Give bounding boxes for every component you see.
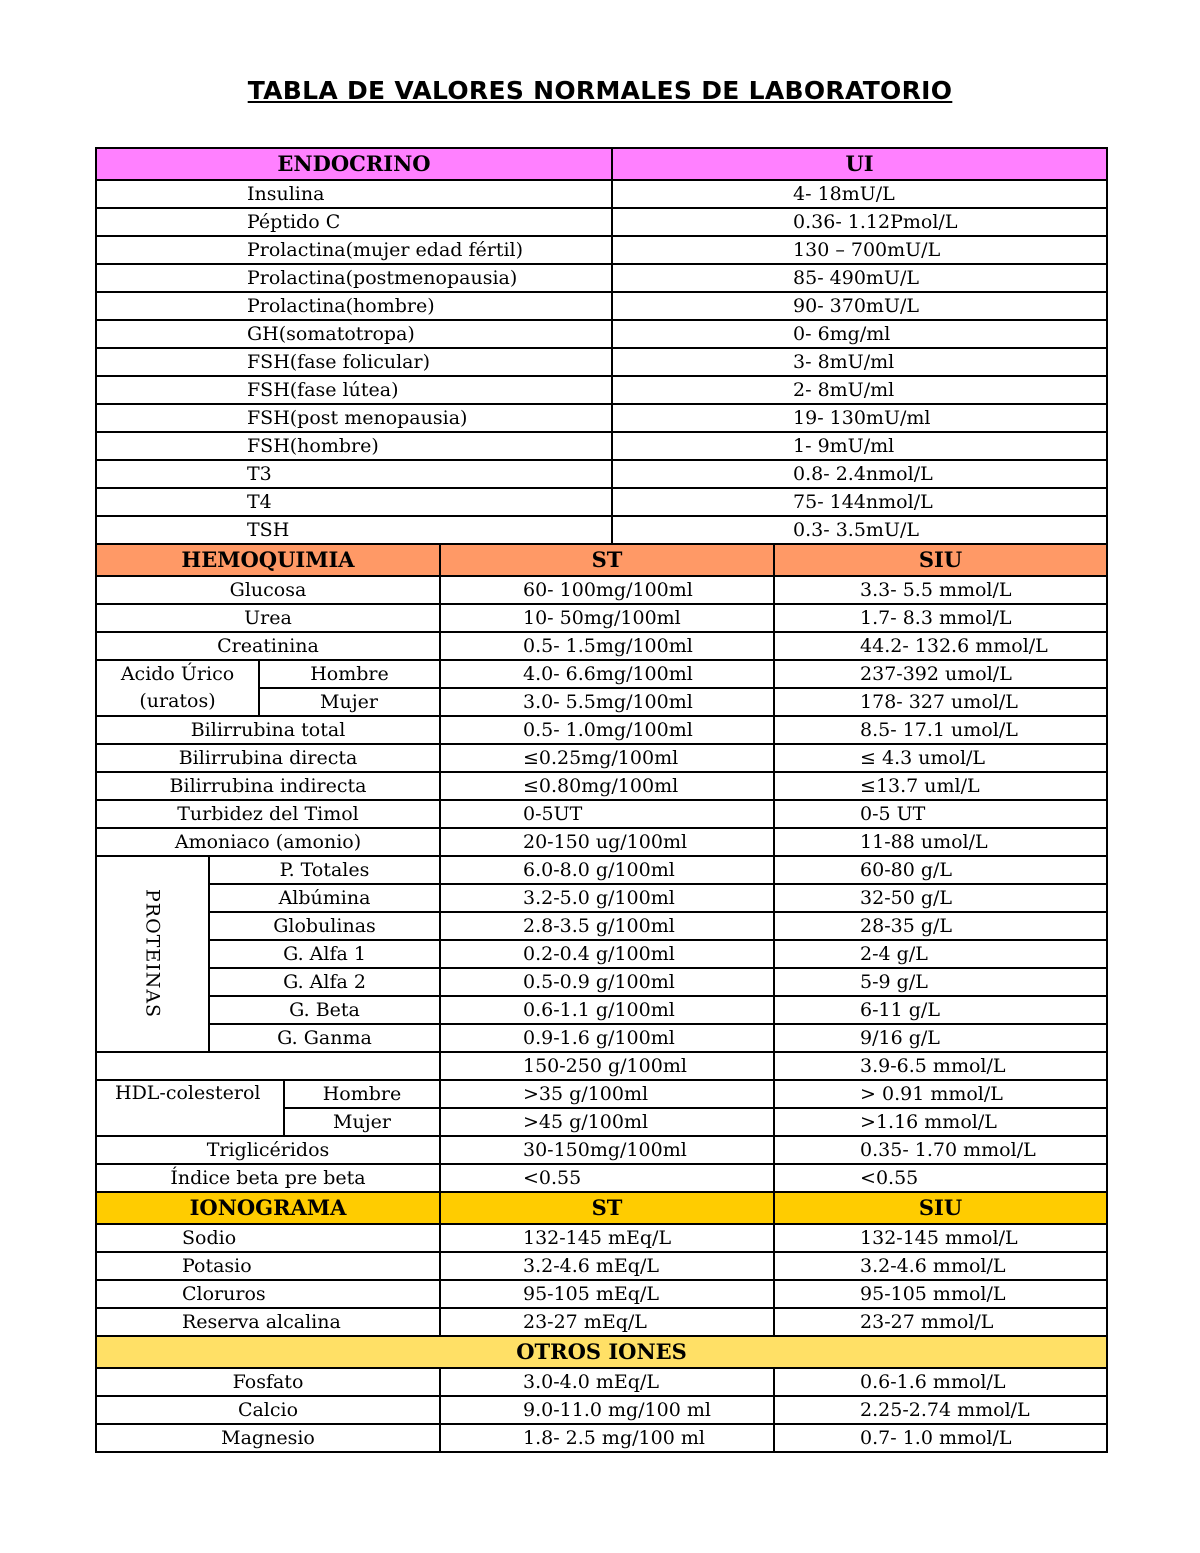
test-name: Prolactina(hombre) [96,292,612,320]
test-name: Calcio [96,1396,440,1424]
test-name: Prolactina(mujer edad fértil) [96,236,612,264]
test-value: 3- 8mU/ml [612,348,1107,376]
table-row [96,1052,1107,1080]
test-value: 85- 490mU/L [612,264,1107,292]
test-name: Urea [96,604,440,632]
table-body [96,148,1107,1452]
table-row [96,1136,1107,1164]
sex-label: Hombre [259,660,440,688]
st-value: 3.2-5.0 g/100ml [440,884,774,912]
siu-value: 0.35- 1.70 mmol/L [774,1136,1107,1164]
test-name: G. Ganma [209,1024,440,1052]
table-row [96,856,1107,884]
column-header-st: ST [440,544,774,576]
acido-urico-label-line2: (uratos) [139,690,216,712]
table-row [96,940,1107,968]
test-value: 2- 8mU/ml [612,376,1107,404]
siu-value: 0.6-1.6 mmol/L [774,1368,1107,1396]
siu-value: 5-9 g/L [774,968,1107,996]
table-row [96,348,1107,376]
siu-value: ≤13.7 uml/L [774,772,1107,800]
acido-urico-label [96,660,259,716]
test-name: G. Beta [209,996,440,1024]
st-value: 3.0-4.0 mEq/L [440,1368,774,1396]
table-row [96,968,1107,996]
table-row [96,1252,1107,1280]
test-name: T4 [96,488,612,516]
test-name: T3 [96,460,612,488]
column-header-siu: SIU [774,1192,1107,1224]
siu-value: 3.9-6.5 mmol/L [774,1052,1107,1080]
test-name: Potasio [96,1252,440,1280]
hdl-label: HDL-colesterol [96,1080,284,1136]
siu-value: 8.5- 17.1 umol/L [774,716,1107,744]
test-value: 130 – 700mU/L [612,236,1107,264]
siu-value: 2.25-2.74 mmol/L [774,1396,1107,1424]
test-name: GH(somatotropa) [96,320,612,348]
siu-value: 0-5 UT [774,800,1107,828]
st-value: 2.8-3.5 g/100ml [440,912,774,940]
sex-label: Mujer [259,688,440,716]
st-value: 95-105 mEq/L [440,1280,774,1308]
test-name: Fosfato [96,1368,440,1396]
siu-value: 2-4 g/L [774,940,1107,968]
test-name [96,1052,440,1080]
siu-value: 11-88 umol/L [774,828,1107,856]
st-value: ≤0.25mg/100ml [440,744,774,772]
siu-value: 132-145 mmol/L [774,1224,1107,1252]
table-row [96,1280,1107,1308]
column-header-st: ST [440,1192,774,1224]
section-header-endocrino: ENDOCRINO [96,148,612,180]
siu-value: 3.2-4.6 mmol/L [774,1252,1107,1280]
siu-value: 44.2- 132.6 mmol/L [774,632,1107,660]
table-row [96,488,1107,516]
st-value: 132-145 mEq/L [440,1224,774,1252]
st-value: 10- 50mg/100ml [440,604,774,632]
otros-iones-header-row [96,1336,1107,1368]
siu-value: 178- 327 umol/L [774,688,1107,716]
table-row [96,264,1107,292]
st-value: 60- 100mg/100ml [440,576,774,604]
test-name: FSH(fase lútea) [96,376,612,404]
acido-urico-label-line1: Acido Úrico [120,663,235,685]
siu-value: 95-105 mmol/L [774,1280,1107,1308]
table-row [96,320,1107,348]
st-value: 30-150mg/100ml [440,1136,774,1164]
test-name: Cloruros [96,1280,440,1308]
section-header-otros-iones: OTROS IONES [96,1336,1107,1368]
table-row [96,800,1107,828]
test-name: Globulinas [209,912,440,940]
test-value: 0.3- 3.5mU/L [612,516,1107,544]
table-row [96,660,1107,688]
st-value: 3.2-4.6 mEq/L [440,1252,774,1280]
st-value: 9.0-11.0 mg/100 ml [440,1396,774,1424]
st-value: 0.6-1.1 g/100ml [440,996,774,1024]
siu-value: >1.16 mmol/L [774,1108,1107,1136]
siu-value: > 0.91 mmol/L [774,1080,1107,1108]
test-value: 75- 144nmol/L [612,488,1107,516]
endocrino-header-row [96,148,1107,180]
page-title: TABLA DE VALORES NORMALES DE LABORATORIO [247,76,953,105]
hemoquimia-header-row [96,544,1107,576]
st-value: 20-150 ug/100ml [440,828,774,856]
section-header-ionograma: IONOGRAMA [96,1192,440,1224]
test-name: Bilirrubina directa [96,744,440,772]
table-row [96,208,1107,236]
st-value: >45 g/100ml [440,1108,774,1136]
test-name: G. Alfa 2 [209,968,440,996]
siu-value: 6-11 g/L [774,996,1107,1024]
test-name: Turbidez del Timol [96,800,440,828]
test-name: P. Totales [209,856,440,884]
table-row [96,1396,1107,1424]
test-name: Sodio [96,1224,440,1252]
table-row [96,376,1107,404]
table-row [96,1368,1107,1396]
table-row [96,1224,1107,1252]
siu-value: 3.3- 5.5 mmol/L [774,576,1107,604]
table-row [96,632,1107,660]
st-value: ≤0.80mg/100ml [440,772,774,800]
table-row [96,292,1107,320]
test-value: 0.8- 2.4nmol/L [612,460,1107,488]
st-value: >35 g/100ml [440,1080,774,1108]
table-row [96,236,1107,264]
test-name: Triglicéridos [96,1136,440,1164]
siu-value: 237-392 umol/L [774,660,1107,688]
table-row [96,576,1107,604]
st-value: 3.0- 5.5mg/100ml [440,688,774,716]
test-value: 4- 18mU/L [612,180,1107,208]
test-name: FSH(post menopausia) [96,404,612,432]
test-name: Creatinina [96,632,440,660]
st-value: 6.0-8.0 g/100ml [440,856,774,884]
table-row [96,1308,1107,1336]
st-value: <0.55 [440,1164,774,1192]
table-row [96,1080,1107,1108]
table-row [96,460,1107,488]
st-value: 4.0- 6.6mg/100ml [440,660,774,688]
table-row [96,1164,1107,1192]
st-value: 0.9-1.6 g/100ml [440,1024,774,1052]
table-row [96,404,1107,432]
table-row [96,1424,1107,1452]
test-name: Insulina [96,180,612,208]
siu-value: 1.7- 8.3 mmol/L [774,604,1107,632]
siu-value: <0.55 [774,1164,1107,1192]
test-name: Péptido C [96,208,612,236]
test-name: Prolactina(postmenopausia) [96,264,612,292]
table-row [96,180,1107,208]
lab-values-table [95,147,1108,1453]
table-row [96,716,1107,744]
column-header-siu: SIU [774,544,1107,576]
table-row [96,912,1107,940]
test-name: Índice beta pre beta [96,1164,440,1192]
column-header-ui: UI [612,148,1107,180]
st-value: 0-5UT [440,800,774,828]
test-name: FSH(fase folicular) [96,348,612,376]
test-value: 90- 370mU/L [612,292,1107,320]
table-row [96,604,1107,632]
table-row [96,884,1107,912]
section-header-hemoquimia: HEMOQUIMIA [96,544,440,576]
st-value: 150-250 g/100ml [440,1052,774,1080]
siu-value: ≤ 4.3 umol/L [774,744,1107,772]
table-row [96,1024,1107,1052]
st-value: 0.5- 1.0mg/100ml [440,716,774,744]
st-value: 0.2-0.4 g/100ml [440,940,774,968]
sex-label: Mujer [284,1108,440,1136]
test-name: Bilirrubina total [96,716,440,744]
test-value: 1- 9mU/ml [612,432,1107,460]
test-name: Glucosa [96,576,440,604]
table-row [96,744,1107,772]
siu-value: 0.7- 1.0 mmol/L [774,1424,1107,1452]
test-name: Albúmina [209,884,440,912]
siu-value: 23-27 mmol/L [774,1308,1107,1336]
st-value: 1.8- 2.5 mg/100 ml [440,1424,774,1452]
siu-value: 28-35 g/L [774,912,1107,940]
test-name: G. Alfa 1 [209,940,440,968]
table-row [96,996,1107,1024]
proteinas-vertical-label: PROTEINAS [141,889,164,1019]
test-name: FSH(hombre) [96,432,612,460]
ionograma-header-row [96,1192,1107,1224]
st-value: 0.5- 1.5mg/100ml [440,632,774,660]
siu-value: 32-50 g/L [774,884,1107,912]
test-value: 0.36- 1.12Pmol/L [612,208,1107,236]
table-row [96,772,1107,800]
st-value: 0.5-0.9 g/100ml [440,968,774,996]
test-value: 0- 6mg/ml [612,320,1107,348]
table-row [96,516,1107,544]
sex-label: Hombre [284,1080,440,1108]
test-name: Magnesio [96,1424,440,1452]
siu-value: 9/16 g/L [774,1024,1107,1052]
test-name: TSH [96,516,612,544]
test-name: Bilirrubina indirecta [96,772,440,800]
test-name: Amoniaco (amonio) [96,828,440,856]
test-name: Reserva alcalina [96,1308,440,1336]
siu-value: 60-80 g/L [774,856,1107,884]
table-row [96,828,1107,856]
test-value: 19- 130mU/ml [612,404,1107,432]
proteinas-label [96,856,209,1052]
table-row [96,432,1107,460]
st-value: 23-27 mEq/L [440,1308,774,1336]
